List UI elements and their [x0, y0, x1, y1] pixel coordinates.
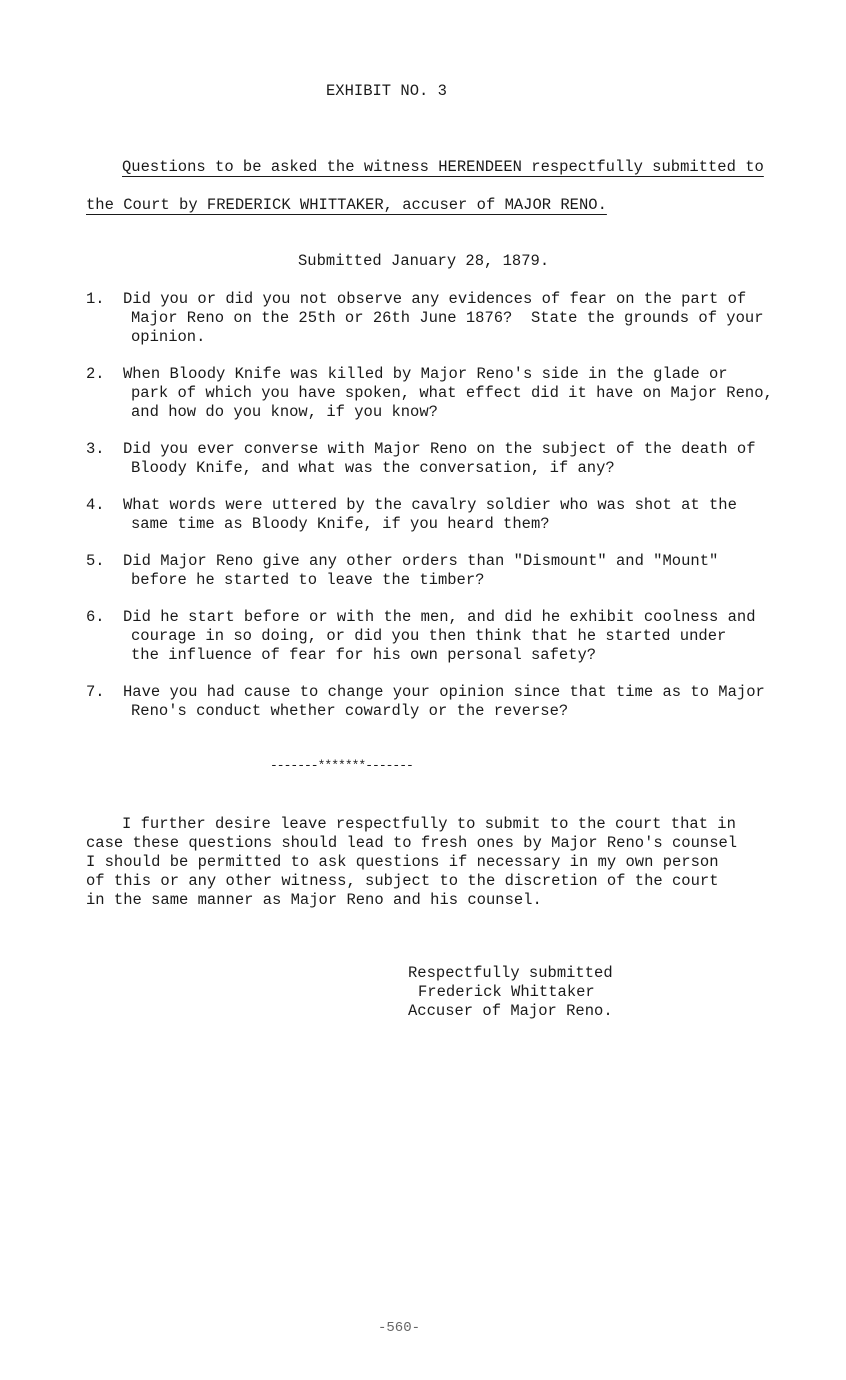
question-line: When Bloody Knife was killed by Major Reno's side in the glade or — [123, 365, 728, 383]
question-line: Reno's conduct whether cowardly or the reverse? — [131, 702, 569, 720]
question-number: 5. — [86, 552, 105, 570]
signature-block — [408, 964, 613, 1021]
question-line: same time as Bloody Knife, if you heard them? — [131, 515, 550, 533]
paragraph-line: in the same manner as Major Reno and his counsel. — [86, 891, 542, 909]
question-7 — [86, 683, 786, 721]
question-line: Major Reno on the 25th or 26th June 1876? State the grounds of your — [131, 309, 764, 327]
paragraph-line: I further desire leave respectfully to submit to the court that in — [122, 815, 736, 833]
paragraph-line: case these questions should lead to fresh ones by Major Reno's counsel — [86, 834, 738, 852]
signature-name: Frederick Whittaker — [418, 983, 595, 1001]
question-1 — [86, 290, 786, 347]
question-6 — [86, 608, 786, 665]
question-line: the influence of fear for his own personal safety? — [131, 646, 597, 664]
question-line: Bloody Knife, and what was the conversation, if any? — [131, 459, 615, 477]
question-5 — [86, 552, 786, 590]
question-line: opinion. — [131, 328, 206, 346]
question-2 — [86, 365, 786, 422]
signature-line-1: Respectfully submitted — [408, 964, 613, 982]
separator: -------*******------- — [270, 758, 413, 773]
question-4 — [86, 496, 786, 534]
question-line: Did he start before or with the men, and did he exhibit coolness and — [123, 608, 756, 626]
question-line: park of which you have spoken, what effect did it have on Major Reno, — [131, 384, 773, 402]
question-line: Did Major Reno give any other orders than "Dismount" and "Mount" — [123, 552, 719, 570]
question-line: Have you had cause to change your opinion since that time as to Major — [123, 683, 765, 701]
question-line: before he started to leave the timber? — [131, 571, 485, 589]
question-number: 1. — [86, 290, 105, 308]
question-line: courage in so doing, or did you then think that he started under — [131, 627, 727, 645]
question-line: Did you ever converse with Major Reno on the subject of the death of — [123, 440, 756, 458]
paragraph-line: of this or any other witness, subject to the discretion of the court — [86, 872, 719, 890]
question-3 — [86, 440, 786, 478]
intro-line-1: Questions to be asked the witness HERENDEEN respectfully submitted to — [122, 158, 764, 176]
page-number: -560- — [378, 1320, 421, 1336]
submitted-date: Submitted January 28, 1879. — [298, 252, 550, 270]
signature-title: Accuser of Major Reno. — [408, 1002, 613, 1020]
question-line: Did you or did you not observe any evidences of fear on the part of — [123, 290, 747, 308]
question-number: 7. — [86, 683, 105, 701]
question-line: and how do you know, if you know? — [131, 403, 438, 421]
question-number: 2. — [86, 365, 105, 383]
intro-line-2: the Court by FREDERICK WHITTAKER, accuser of MAJOR RENO. — [86, 196, 607, 214]
question-line: What words were uttered by the cavalry soldier who was shot at the — [123, 496, 737, 514]
question-number: 4. — [86, 496, 105, 514]
question-number: 6. — [86, 608, 105, 626]
exhibit-title: EXHIBIT NO. 3 — [326, 82, 447, 100]
paragraph-line: I should be permitted to ask questions if necessary in my own person — [86, 853, 719, 871]
question-number: 3. — [86, 440, 105, 458]
closing-paragraph — [86, 815, 737, 910]
